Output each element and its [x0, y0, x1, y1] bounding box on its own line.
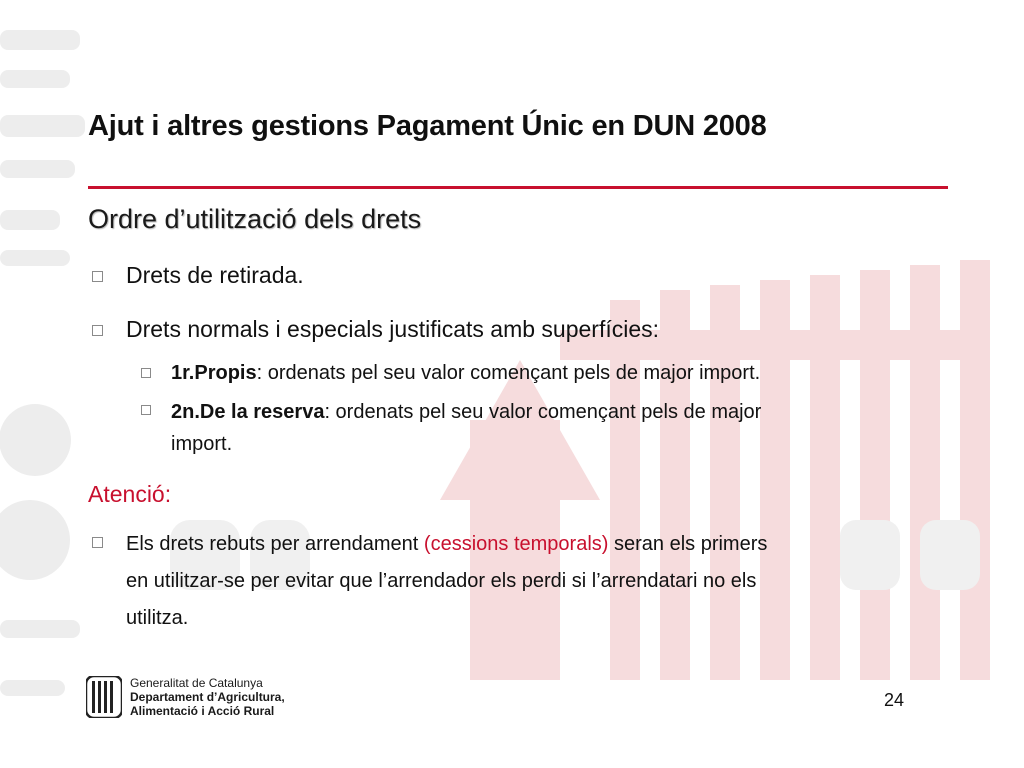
subitem-propis	[171, 357, 760, 389]
logo-line-2: Departament d’Agricultura,	[130, 690, 285, 704]
attention-highlight: (cessions temporals)	[423, 533, 609, 555]
bullet-square-icon	[141, 368, 151, 378]
subitem-reserva-label: 2n.De la reserva	[171, 401, 325, 423]
subitem-reserva	[171, 396, 951, 460]
bullet-item-normals: Drets normals i especials justificats amb superfícies:	[126, 316, 660, 342]
title-divider	[88, 186, 948, 189]
attention-text-line2: en utilitzar-se per evitar que l’arrendador els perdi si l’arrendatari no els	[126, 570, 757, 592]
subitem-reserva-text-cont: import.	[171, 433, 233, 455]
subitem-propis-label: 1r.Propis	[171, 362, 257, 384]
logo-line-3: Alimentació i Acció Rural	[130, 704, 275, 718]
subitem-reserva-text: : ordenats pel seu valor començant pels de major	[324, 401, 762, 423]
bullet-square-icon	[92, 537, 103, 548]
bullet-square-icon	[92, 325, 103, 336]
attention-text-line3: utilitza.	[126, 607, 189, 629]
slide-subtitle: Ordre d’utilització dels drets	[88, 204, 422, 234]
attention-heading: Atenció:	[88, 481, 172, 507]
subitem-propis-text: : ordenats pel seu valor començant pels de major import.	[256, 362, 761, 384]
bullet-square-icon	[141, 405, 151, 415]
attention-paragraph	[126, 526, 956, 637]
generalitat-emblem-icon	[86, 676, 122, 718]
page-number: 24	[884, 690, 905, 710]
attention-text-start: Els drets rebuts per arrendament	[126, 533, 424, 555]
bullet-item-retirada: Drets de retirada.	[126, 262, 304, 288]
slide-title: Ajut i altres gestions Pagament Únic en DUN 2008	[88, 110, 767, 142]
attention-text-end: seran els primers	[608, 533, 768, 555]
bullet-square-icon	[92, 271, 103, 282]
logo-line-1: Generalitat de Catalunya	[130, 676, 263, 690]
generalitat-logo	[86, 676, 285, 718]
